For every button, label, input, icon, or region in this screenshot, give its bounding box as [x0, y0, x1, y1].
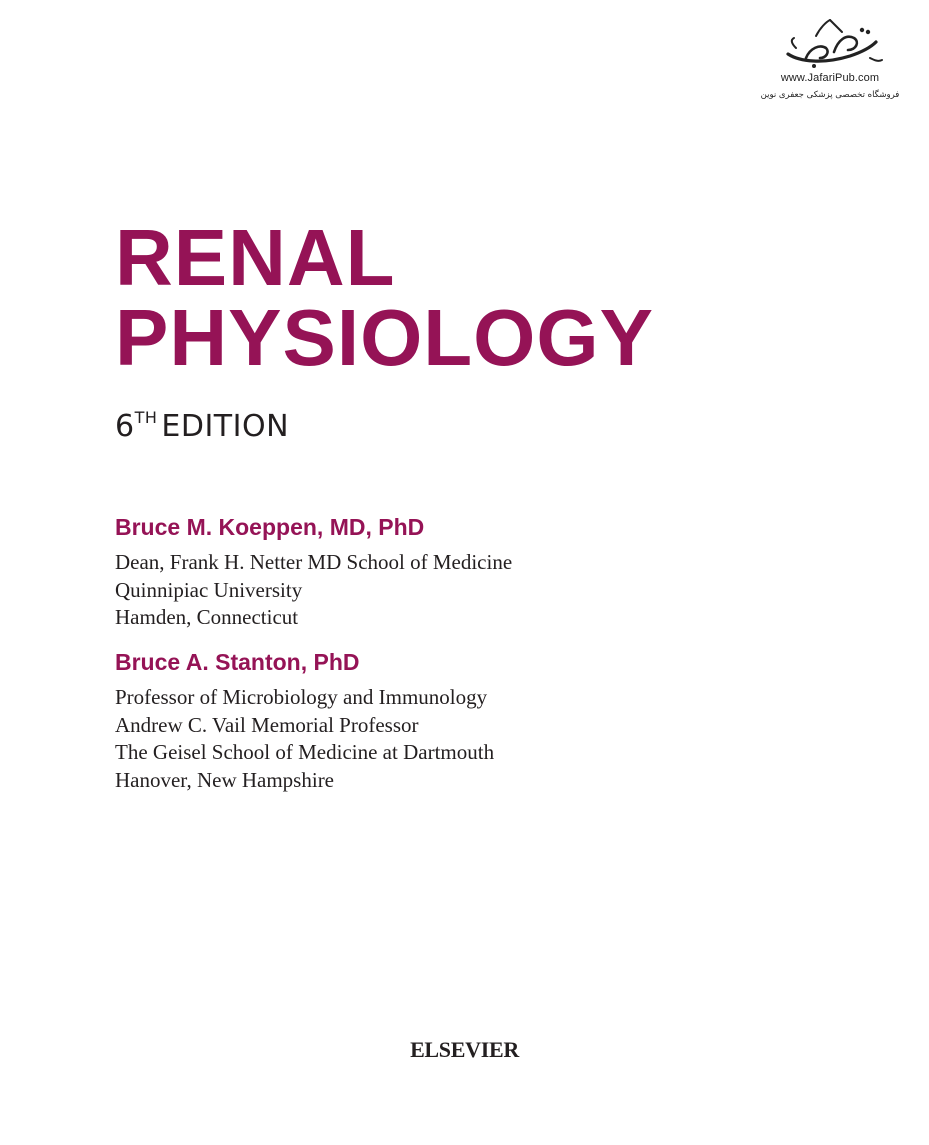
- edition-ordinal-suffix: TH: [134, 408, 158, 427]
- watermark-tagline: فروشگاه تخصصی پزشکی جعفری نوین: [760, 90, 900, 100]
- author-block: [115, 514, 512, 632]
- author-affiliation-line: Dean, Frank H. Netter MD School of Medicine: [115, 550, 513, 574]
- author-affiliation-line: Quinnipiac University: [115, 577, 303, 602]
- edition-word: EDITION: [161, 409, 290, 444]
- edition-label: [115, 408, 289, 444]
- author-block: [115, 649, 494, 794]
- watermark-url: www.JafariPub.com: [780, 72, 880, 84]
- calligraphy-logo-icon: [776, 18, 884, 70]
- book-title: [115, 213, 654, 382]
- edition-number: 6: [115, 409, 135, 444]
- author-affiliation-line: Andrew C. Vail Memorial Professor: [115, 712, 419, 737]
- author-name: Bruce M. Koeppen, MD, PhD: [115, 514, 425, 540]
- publisher-watermark: [740, 18, 920, 110]
- author-affiliation-line: Hamden, Connecticut: [115, 605, 299, 629]
- publisher-name: ELSEVIER: [410, 1037, 519, 1062]
- author-affiliation-line: Hanover, New Hampshire: [115, 767, 335, 792]
- author-affiliation-line: The Geisel School of Medicine at Dartmouth: [115, 740, 495, 764]
- author-name: Bruce A. Stanton, PhD: [115, 649, 360, 675]
- book-title-line-1: RENAL: [115, 213, 396, 302]
- book-title-line-2: PHYSIOLOGY: [115, 293, 654, 382]
- author-affiliation-line: Professor of Microbiology and Immunology: [115, 685, 488, 709]
